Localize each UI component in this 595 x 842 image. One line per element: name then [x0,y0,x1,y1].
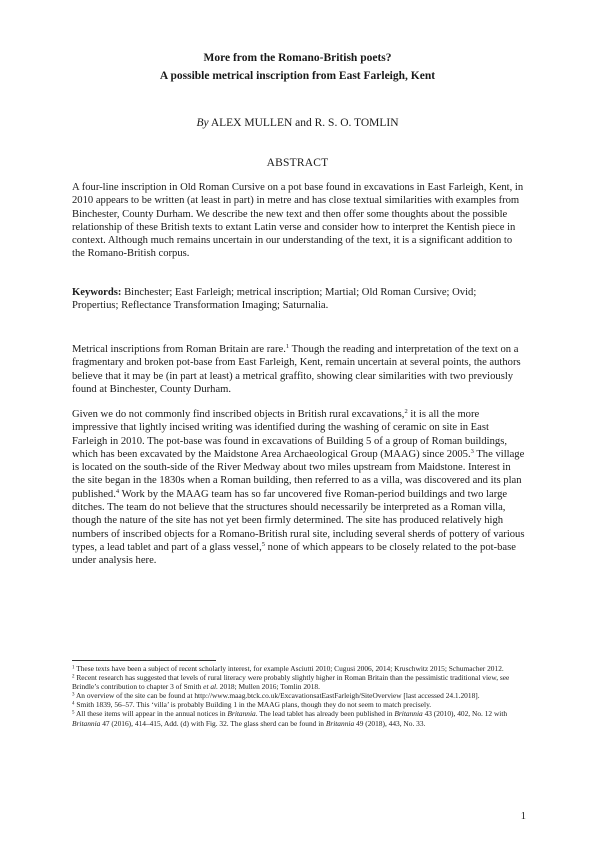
footnote-text: . The lead tablet has already been published in [255,709,395,719]
footnote-italic: et al. [203,682,218,692]
paragraph-text: Though the reading and interpretation of the text on a fragmentary and broken pot-base from East Farleigh, Kent, remain uncertain at several points, the authors believe that it may be (in part at least) a metrical graffito, showing clear similarities with two previously found at Binchester, County Durham. [72,344,521,395]
keywords-label: Keywords: [72,287,122,298]
keywords [72,286,525,313]
footnote-number: 3 [72,692,75,698]
footnote-ref-2[interactable]: 2 [404,408,408,415]
footnote-text: Smith 1839, 56–57. This ‘villa’ is probably Building 1 in the MAAG plans, though they do not seem to match precisely. [74,700,432,710]
paragraph-text: Metrical inscriptions from Roman Britain are rare. [72,344,286,355]
journal-title: Britannia [325,718,355,728]
footnote-text: 47 (2016), 414–415, Add. (d) with Fig. 32. The glass sherd can be found in [100,718,326,728]
title-line-1: More from the Romano-British poets? [203,52,392,64]
journal-title: Britannia [72,718,101,728]
footnote-text: Recent research has suggested that levels of rural literacy were probably slightly higher in Roman Britain than the pessimistic traditional view, see Brindle’s contribution to chapter 3 of Smith [72,673,510,692]
footnote-text: 49 (2018), 443, No. 33. [354,718,426,728]
footnote-number: 4 [72,701,75,707]
byline-prefix: By [196,117,209,129]
paragraph-text: The village is located on the south-side of the River Medway about two miles upstream from Maidstone. Interest in the site began in the 1830s when a Roman building, then referred to as a villa, was discovered and its plan published. [72,448,525,500]
footnote-1 [72,664,525,673]
footnote-2 [72,673,525,691]
footnote-4 [72,700,525,709]
author-2: R. S. O. TOMLIN [314,117,399,129]
body-paragraph-2 [72,408,525,568]
footnote-text: 43 (2010), 402, No. 12 with [422,709,508,719]
keywords-list: Binchester; East Farleigh; metrical inscription; Martial; Old Roman Cursive; Ovid; Propertius; Reflectance Transformation Imaging; Saturnalia. [72,287,477,312]
paragraph-text: Given we do not commonly find inscribed objects in British rural excavations, [72,409,405,420]
footnote-3 [72,691,525,700]
body-paragraph-1 [72,343,525,396]
footnote-ref-5[interactable]: 5 [261,540,265,548]
abstract-heading: ABSTRACT [266,157,329,169]
journal-title: Britannia [227,709,256,719]
author-1: ALEX MULLEN [210,117,293,129]
footnote-text: 2018; Mullen 2016; Tomlin 2018. [217,682,320,692]
footnote-number: 1 [72,665,75,671]
footnote-ref-4[interactable]: 4 [115,487,120,495]
page-number: 1 [520,811,526,822]
footnote-divider [72,660,216,661]
footnotes [72,664,525,728]
footnote-5 [72,709,525,727]
footnote-ref-1[interactable]: 1 [285,343,290,350]
footnote-text: An overview of the site can be found at http://www.maag.btck.co.uk/ExcavationsatEastFarleigh/SiteOverview [last accessed 24.1.2018]. [74,691,480,701]
abstract-text: A four-line inscription in Old Roman Cursive on a pot base found in excavations in East Farleigh, Kent, in 2010 appears to be written (at least in part) in metre and has close textual similarities with examples from Binchester, County Durham. We describe the new text and then offer some thoughts about the possible relationship of these British texts to extant Latin verse and consider how to interpret the Kentish piece in context. Although much remains uncertain in our understanding of the text, it is a significant addition to the Romano-British corpus. [72,182,524,260]
title-line-2: A possible metrical inscription from East Farleigh, Kent [159,70,436,82]
journal-title: Britannia [394,709,423,719]
byline-conjunction: and [295,117,312,129]
byline [0,116,595,130]
footnote-text: These texts have been a subject of recent scholarly interest, for example Asciutti 2010; Cugusi 2006, 2014; Kruschwitz 2015; Schumacher 2012. [74,664,504,673]
paragraph-text: it is all the more impressive that lightly incised writing was identified during the washing of ceramic on site in East Farleigh in 2010. The pot-base was found in excavations of Building 5 of a group of Roman buildings, which has been excavated by the Maidstone Area Archaeological Group (MAAG) since 2005. [72,409,507,460]
footnote-text: All these items will appear in the annual notices in [74,709,228,719]
footnote-number: 2 [72,674,75,680]
footnote-ref-3[interactable]: 3 [470,447,474,455]
footnote-number: 5 [72,710,75,716]
paragraph-text: none of which appears to be closely related to the pot-base under analysis here. [72,541,516,567]
paragraph-text: Work by the MAAG team has so far uncovered five Roman-period buildings and two large ditches. The team do not believe that the structures should necessarily be interpreted as a Roman villa, though the nature of the site has not yet been firmly determined. The site has produced relatively high numbers of inscribed objects for a Romano-British rural site, including several sherds of pottery of various types, a lead tablet and part of a glass vessel, [72,488,525,553]
